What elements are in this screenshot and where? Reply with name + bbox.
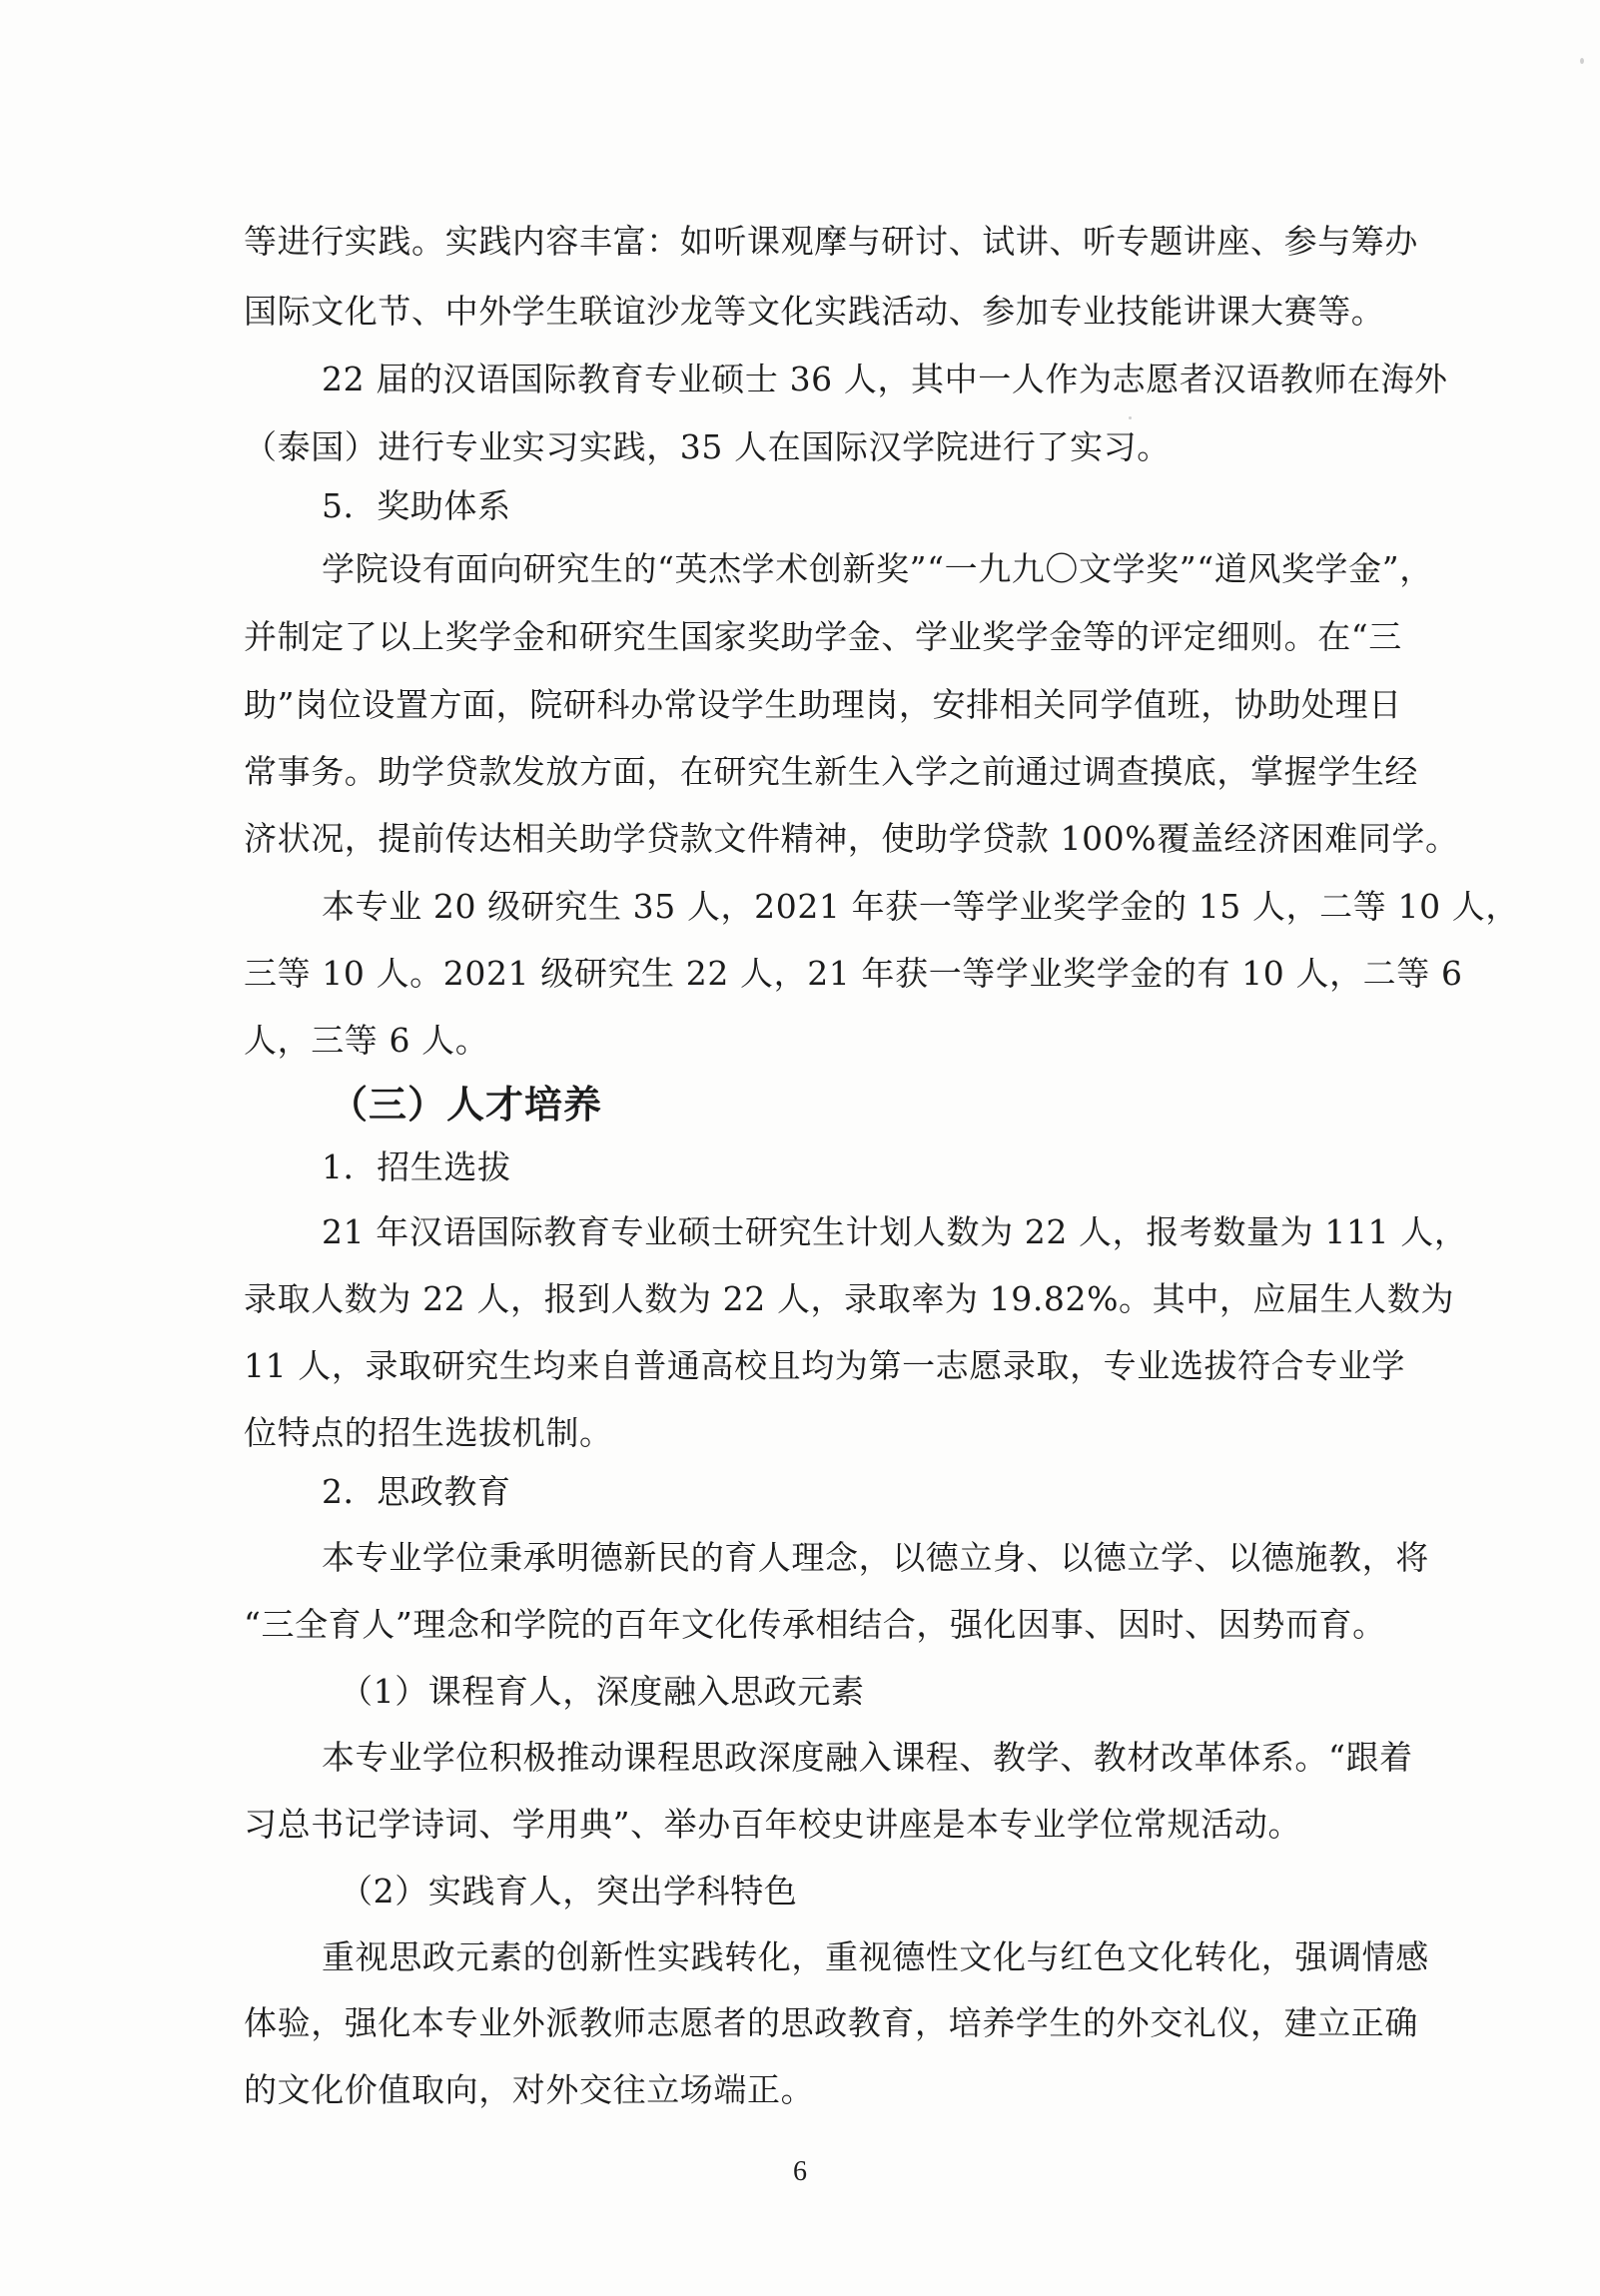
text-line: 助”岗位设置方面，院研科办常设学生助理岗，安排相关同学值班，协助处理日	[244, 685, 1402, 724]
text-line: （泰国）进行专业实习实践，35 人在国际汉学院进行了实习。	[244, 427, 1171, 466]
text-line: 学院设有面向研究生的“英杰学术创新奖”“一九九〇文学奖”“道风奖学金”，	[322, 549, 1433, 588]
text-line: 体验，强化本专业外派教师志愿者的思政教育，培养学生的外交礼仪，建立正确	[244, 2003, 1418, 2042]
text-line: 录取人数为 22 人，报到人数为 22 人，录取率为 19.82%。其中，应届生人数为	[244, 1279, 1455, 1318]
text-line: 位特点的招生选拔机制。	[244, 1413, 613, 1452]
chapter-heading: （三）人才培养	[330, 1082, 603, 1127]
text-line: 习总书记学诗词、学用典”、举办百年校史讲座是本专业学位常规活动。	[244, 1805, 1302, 1844]
section-heading: 5．奖助体系	[322, 486, 511, 525]
text-line: 22 届的汉语国际教育专业硕士 36 人，其中一人作为志愿者汉语教师在海外	[322, 360, 1448, 398]
text-line: 本专业学位积极推动课程思政深度融入课程、教学、教材改革体系。“跟着	[322, 1738, 1413, 1777]
text-line: 重视思政元素的创新性实践转化，重视德性文化与红色文化转化，强调情感	[322, 1937, 1429, 1976]
text-line: 常事务。助学贷款发放方面，在研究生新生入学之前通过调查摸底，掌握学生经	[244, 752, 1418, 791]
text-line: 11 人，录取研究生均来自普通高校且均为第一志愿录取，专业选拔符合专业学	[244, 1346, 1406, 1385]
text-line: 等进行实践。实践内容丰富：如听课观摩与研讨、试讲、听专题讲座、参与筹办	[244, 222, 1418, 261]
text-line: “三全育人”理念和学院的百年文化传承相结合，强化因事、因时、因势而育。	[244, 1605, 1386, 1644]
text-line: 本专业学位秉承明德新民的育人理念，以德立身、以德立学、以德施教，将	[322, 1538, 1429, 1577]
text-line: 国际文化节、中外学生联谊沙龙等文化实践活动、参加专业技能讲课大赛等。	[244, 292, 1385, 331]
scan-speck	[1129, 416, 1132, 419]
page-number: 6	[793, 2156, 807, 2187]
subsection-heading: （1）课程育人，深度融入思政元素	[340, 1672, 865, 1711]
section-heading: 2．思政教育	[322, 1472, 511, 1511]
subsection-heading: （2）实践育人，突出学科特色	[340, 1872, 798, 1911]
text-line: 的文化价值取向，对外交往立场端正。	[244, 2070, 815, 2109]
text-line: 三等 10 人。2021 级研究生 22 人，21 年获一等学业奖学金的有 10 人，二等 6	[244, 954, 1463, 993]
text-line: 并制定了以上奖学金和研究生国家奖助学金、学业奖学金等的评定细则。在“三	[244, 617, 1402, 656]
section-heading: 1．招生选拔	[322, 1148, 511, 1186]
scan-speck	[1580, 58, 1584, 64]
text-line: 21 年汉语国际教育专业硕士研究生计划人数为 22 人，报考数量为 111 人，	[322, 1212, 1468, 1251]
text-line: 本专业 20 级研究生 35 人，2021 年获一等学业奖学金的 15 人，二等 10 人，	[322, 887, 1519, 926]
text-line: 人，三等 6 人。	[244, 1021, 489, 1060]
text-line: 济状况，提前传达相关助学贷款文件精神，使助学贷款 100%覆盖经济困难同学。	[244, 819, 1459, 858]
